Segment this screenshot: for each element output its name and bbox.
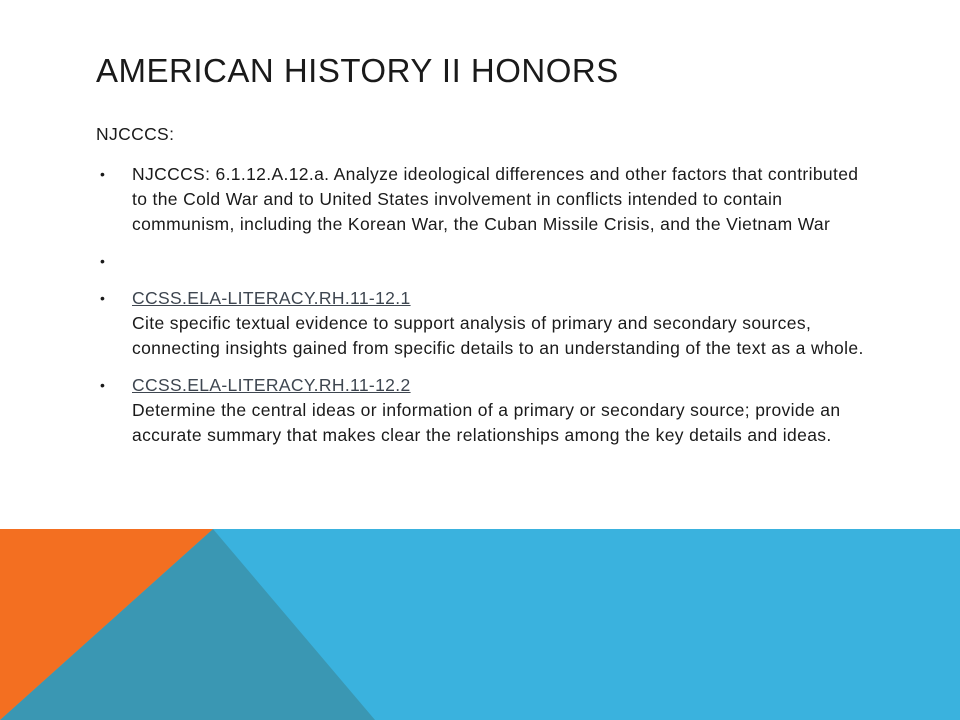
standard-text: NJCCCS: 6.1.12.A.12.a. Analyze ideological differences and other factors that contributed to the Cold War and to United States involvement in conflicts intended to contain communism, including the Korean War, the Cuban Missile Crisis, and the Vietnam War xyxy=(132,164,859,234)
list-item xyxy=(96,373,866,448)
standard-link-rh-11-12-2[interactable]: CCSS.ELA-LITERACY.RH.11-12.2 xyxy=(132,375,411,395)
standard-link-rh-11-12-1[interactable]: CCSS.ELA-LITERACY.RH.11-12.1 xyxy=(132,288,411,308)
list-item xyxy=(96,162,866,237)
list-item xyxy=(96,286,866,361)
standard-text: Determine the central ideas or information of a primary or secondary source; provide an accurate summary that makes clear the relationships among the key details and ideas. xyxy=(132,400,841,445)
standards-label: NJCCCS: xyxy=(96,124,175,144)
bullet-icon: • xyxy=(100,290,106,306)
bullet-icon: • xyxy=(100,253,106,269)
standard-text: Cite specific textual evidence to support analysis of primary and secondary sources, connecting insights gained from specific details to an understanding of the text as a whole. xyxy=(132,313,864,358)
bullet-icon: • xyxy=(100,377,106,393)
decorative-footer-band xyxy=(0,529,960,720)
bullet-icon: • xyxy=(100,166,106,182)
slide-body xyxy=(96,122,866,460)
slide-title: AMERICAN HISTORY II HONORS xyxy=(96,52,619,89)
list-item xyxy=(96,249,866,274)
standards-list xyxy=(96,162,866,448)
